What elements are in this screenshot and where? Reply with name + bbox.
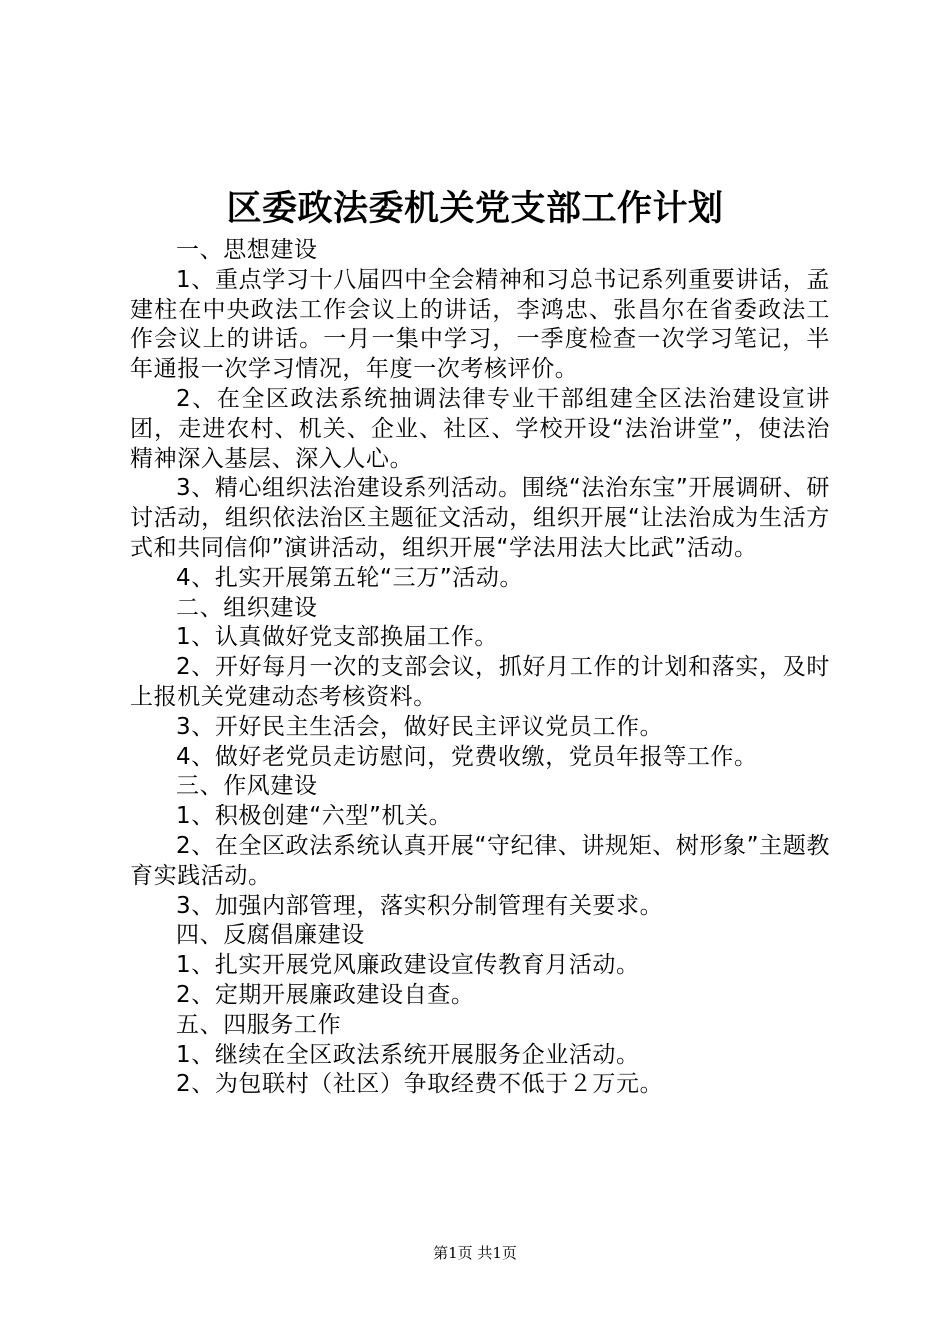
paragraph: 2、为包联村（社区）争取经费不低于２万元。 — [176, 1071, 664, 1098]
paragraph: 3、加强内部管理，落实积分制管理有关要求。 — [176, 892, 664, 919]
paragraph: 2、定期开展廉政建设自查。 — [176, 981, 475, 1008]
paragraph: 1、积极创建“六型”机关。 — [176, 803, 453, 830]
paragraph: 1、继续在全区政法系统开展服务企业活动。 — [176, 1041, 640, 1068]
section-heading: 五、四服务工作 — [176, 1011, 342, 1038]
paragraph: 1、认真做好党支部换届工作。 — [176, 624, 499, 651]
section-heading: 二、组织建设 — [176, 594, 318, 621]
document-title: 区委政法委机关党支部工作计划 — [226, 188, 724, 229]
paragraph: 2、在全区政法系统抽调法律专业干部组建全区法治建设宣讲团，走进农村、机关、企业、社区、学校开设“法治讲堂”，使法治精神深入基层、深入人心。 — [130, 385, 830, 472]
document-body — [130, 236, 830, 1100]
section-heading: 三、作风建设 — [176, 773, 318, 800]
paragraph: 2、在全区政法系统认真开展“守纪律、讲规矩、树形象”主题教育实践活动。 — [130, 832, 830, 889]
page-number-footer: 第1页 共1页 — [433, 1244, 517, 1262]
paragraph: 1、扎实开展党风廉政建设宣传教育月活动。 — [176, 952, 640, 979]
paragraph: 4、做好老党员走访慰问，党费收缴，党员年报等工作。 — [176, 743, 758, 770]
paragraph: 4、扎实开展第五轮“三万”活动。 — [176, 564, 524, 591]
section-heading: 四、反腐倡廉建设 — [176, 922, 365, 949]
paragraph: 3、精心组织法治建设系列活动。围绕“法治东宝”开展调研、研讨活动，组织依法治区主题征文活动，组织开展“让法治成为生活方式和共同信仰”演讲活动，组织开展“学法用法大比武”活动。 — [130, 475, 830, 561]
paragraph: 1、重点学习十八届四中全会精神和习总书记系列重要讲话，孟建柱在中央政法工作会议上的讲话，李鸿忠、张昌尔在省委政法工作会议上的讲话。一月一集中学习，一季度检查一次学习笔记，半年通报一次学习情况，年度一次考核评价。 — [130, 266, 830, 383]
section-heading: 一、思想建设 — [176, 237, 318, 263]
paragraph: 3、开好民主生活会，做好民主评议党员工作。 — [176, 713, 664, 740]
paragraph: 2、开好每月一次的支部会议，抓好月工作的计划和落实，及时上报机关党建动态考核资料。 — [130, 654, 830, 710]
